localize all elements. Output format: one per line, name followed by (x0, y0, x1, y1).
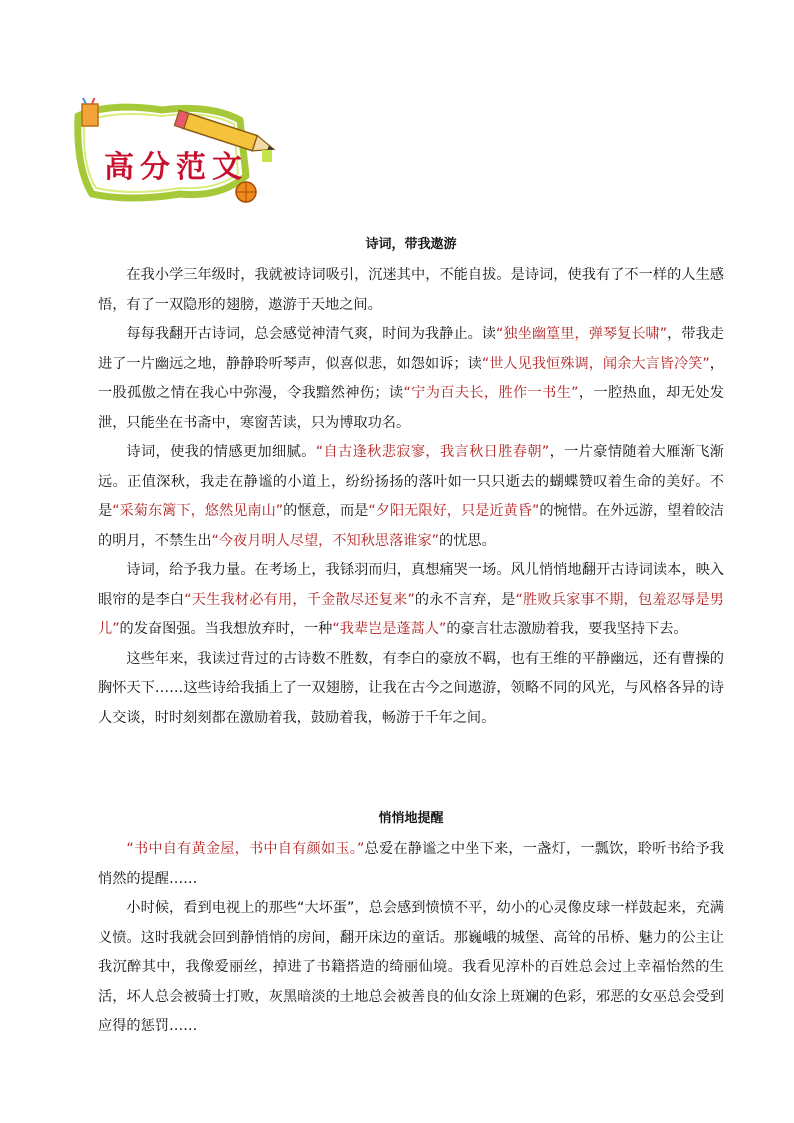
paragraph (98, 261, 724, 320)
essay-1-body (98, 261, 724, 733)
body-text: 诗词，给予我力量。在考场上，我铩羽而归，真想痛哭一场。风儿悄悄地翻开古诗词读本，映入眼帘的是李白 (98, 562, 724, 608)
paragraph (98, 320, 724, 438)
paragraph (98, 835, 724, 894)
quote-text: “书中自有黄金屋，书中自有颜如玉。” (126, 841, 365, 857)
cup-icon (82, 98, 98, 126)
quote-text: “宁为百夫长，胜作一书生” (403, 385, 579, 401)
banner-title: 高分范文 (104, 150, 248, 185)
quote-text: “夕阳无限好，只是近黄昏” (368, 503, 540, 519)
body-text: 这些年来，我读过背过的古诗数不胜数，有李白的豪放不羁，也有王维的平静幽远，还有曹操的胸怀天下……这些诗给我插上了一双翅膀，让我在古今之间遨游，领略不同的风光，与风格各异的诗人交谈，时时刻刻都在激励着我，鼓励着我，畅游于千年之间。 (98, 650, 724, 726)
body-text: 总爱在静谧之中坐下来，一盏灯，一瓢饮，聆听书给予我悄然的提醒…… (98, 841, 724, 887)
quote-text: “采菊东篱下，悠然见南山” (112, 503, 284, 519)
body-text: 在我小学三年级时，我就被诗词吸引，沉迷其中，不能自拔。是诗词，使我有了不一样的人生感悟，有了一双隐形的翅膀，遨游于天地之间。 (98, 267, 724, 313)
paragraph (98, 438, 724, 556)
paragraph (98, 556, 724, 645)
decor-square-icon (262, 150, 272, 162)
body-text: 的永不言弃，是 (414, 591, 516, 608)
essay-2-title: 悄悄地提醒 (378, 811, 444, 826)
body-text: ，带我走进了一片幽远之地，静静聆听琴声，似喜似悲，如怨如诉；读 (98, 326, 724, 372)
essay-2 (98, 806, 724, 1042)
quote-text: “我辈岂是蓬蒿人” (332, 621, 447, 637)
essay-2-body (98, 835, 724, 1042)
essay-1-title: 诗词，带我遨游 (365, 237, 457, 252)
body-text: 小时候，看到电视上的那些“大坏蛋”，总会感到愤愤不平，幼小的心灵像皮球一样鼓起来，充满义愤。这时我就会回到静悄悄的房间，翻开床边的童话。那巍峨的城堡、高耸的吊桥、魅力的公主让我沉醉其中，我像爱丽丝，掉进了书籍搭造的绮丽仙境。我看见淳朴的百姓总会过上幸福怡然的生活，坏人总会被骑士打败，灰黑暗淡的土地总会被善良的仙女涂上斑斓的色彩，邪恶的女巫总会受到应得的惩罚…… (98, 900, 724, 1034)
paragraph (98, 894, 724, 1042)
quote-text: “今夜月明人尽望，不知秋思落谁家” (211, 532, 440, 549)
body-text: 诗词，使我的情感更加细腻。 (126, 444, 316, 460)
quote-text: “胜败兵家事不期，包羞忍辱是男儿” (98, 591, 724, 637)
body-text: 的惬意，而是 (283, 503, 369, 519)
quote-text: “世人见我恒殊调，闻余大言皆冷笑” (481, 355, 710, 372)
paragraph (98, 645, 724, 734)
body-text: 的豪言壮志激励着我，要我坚持下去。 (446, 621, 688, 637)
quote-text: “天生我材必有用，千金散尽还复来” (184, 591, 415, 608)
body-text: 的发奋图强。当我想放弃时，一种 (119, 621, 333, 637)
banner (70, 98, 280, 210)
body-text: ，一片豪情随着大雁渐飞渐远。正值深秋，我走在静谧的小道上，纷纷扬扬的落叶如一只只逝去的蝴蝶赞叹着生命的美好。不是 (98, 444, 724, 519)
body-text: ，一腔热血，却无处发泄，只能坐在书斋中，寒窗苦读，只为博取功名。 (98, 385, 724, 431)
body-text: 的惋惜。在外远游，望着皎洁的明月，不禁生出 (98, 503, 724, 549)
essay-1 (98, 232, 724, 733)
body-text: ，一股孤傲之情在我心中弥漫，令我黯然神伤；读 (98, 355, 724, 401)
body-text: 每每我翻开古诗词，总会感觉神清气爽，时间为我静止。读 (126, 326, 497, 342)
quote-text: “独坐幽篁里，弹琴复长啸” (496, 326, 668, 342)
quote-text: “自古逢秋悲寂寥，我言秋日胜春朝” (315, 444, 550, 460)
body-text: 的忧思。 (439, 532, 496, 549)
